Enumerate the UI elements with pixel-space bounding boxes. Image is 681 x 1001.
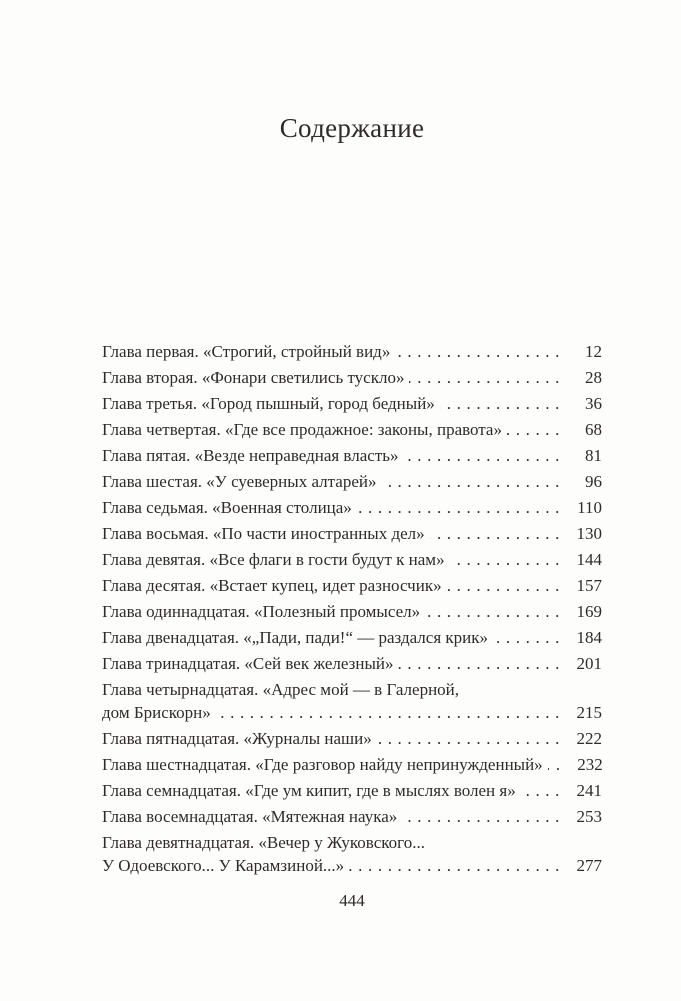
- toc-entry-page-number: 81: [585, 446, 602, 465]
- toc-entry-page-number: 215: [576, 703, 602, 722]
- toc-entry: [102, 681, 602, 721]
- toc-entry-label: Глава шестая. «У суеверных алтарей»: [102, 472, 377, 491]
- toc-entry-page-number: 184: [576, 628, 602, 647]
- toc-entry: [102, 473, 602, 490]
- dot-leader: [440, 395, 565, 412]
- toc-entry-wrap-line: [102, 834, 602, 851]
- toc-entry: [102, 808, 602, 825]
- dot-leader: [349, 857, 565, 874]
- toc-entry-page-number: 110: [577, 498, 602, 517]
- toc-entry-label: Глава девятая. «Все флаги в гости будут к нам»: [102, 550, 445, 569]
- toc-entry-label: Глава вторая. «Фонари светились тускло»: [102, 368, 405, 387]
- toc-entry-label: Глава пятнадцатая. «Журналы наши»: [102, 729, 372, 748]
- toc-entry: [102, 369, 602, 386]
- toc-entry-row: [102, 730, 602, 747]
- toc-entry: [102, 655, 602, 672]
- dot-leader: [381, 473, 565, 490]
- toc-entry-row: [102, 473, 602, 490]
- toc-entry-label: Глава шестнадцатая. «Где разговор найду непринужденный»: [102, 755, 543, 774]
- toc-entry-label: Глава восемнадцатая. «Мятежная наука»: [102, 807, 398, 826]
- toc-entry-page-number: 222: [576, 729, 602, 748]
- toc-entry-row: [102, 343, 602, 360]
- toc-entry-row: [102, 603, 602, 620]
- toc-entry-label: Глава двенадцатая. «„Пади, пади!“ — раздался крик»: [102, 628, 489, 647]
- dot-leader: [430, 525, 565, 542]
- toc-entry-row: [102, 629, 602, 646]
- toc-entry-row: [102, 655, 602, 672]
- toc-entry-page-number: 12: [585, 342, 602, 361]
- toc-entry-page-number: 28: [585, 368, 602, 387]
- dot-leader: [398, 655, 565, 672]
- toc-entry-row: [102, 499, 602, 516]
- toc-entry-row: [102, 447, 602, 464]
- toc-entry-row: [102, 551, 602, 568]
- toc-entry-label: дом Брискорн»: [102, 703, 211, 722]
- toc-entry-page-number: 232: [577, 755, 603, 774]
- toc-entry: [102, 551, 602, 568]
- toc-entry: [102, 756, 602, 773]
- dot-leader: [450, 551, 565, 568]
- page-title: Содержание: [279, 113, 425, 143]
- toc-entry-page-number: 201: [576, 654, 602, 673]
- toc-entry-page-number: 169: [576, 602, 602, 621]
- toc-entry: [102, 577, 602, 594]
- toc-entry-row: [102, 782, 602, 799]
- toc-entry-row: [102, 808, 602, 825]
- toc-entry: [102, 525, 602, 542]
- toc-entry: [102, 782, 602, 799]
- toc-entry-row: [102, 395, 602, 412]
- toc-entry-label: Глава пятая. «Везде неправедная власть»: [102, 446, 399, 465]
- dot-leader: [521, 782, 565, 799]
- toc-entry-wrap-line: [102, 681, 602, 698]
- toc-entry-row: [102, 369, 602, 386]
- toc-entry: [102, 834, 602, 874]
- dot-leader: [425, 603, 565, 620]
- toc-entry-page-number: 253: [576, 807, 602, 826]
- dot-leader: [377, 730, 565, 747]
- dot-leader: [404, 447, 566, 464]
- toc-entry-row: [102, 704, 602, 721]
- dot-leader: [548, 756, 566, 773]
- toc-entry-page-number: 144: [576, 550, 602, 569]
- toc-entry-label: Глава десятая. «Встает купец, идет разносчик»: [102, 576, 442, 595]
- toc-entry-label: Глава четвертая. «Где все продажное: законы, правота»: [102, 420, 502, 439]
- toc-entry-label: Глава девятнадцатая. «Вечер у Жуковского...: [102, 833, 425, 852]
- toc-entry-label: Глава семнадцатая. «Где ум кипит, где в мыслях волен я»: [102, 781, 516, 800]
- dot-leader: [395, 343, 565, 360]
- toc-entry-label: Глава тринадцатая. «Сей век железный»: [102, 654, 394, 673]
- toc-entry: [102, 603, 602, 620]
- toc-entry-row: [102, 421, 602, 438]
- dot-leader: [357, 499, 565, 516]
- toc-entry-row: [102, 756, 602, 773]
- dot-leader: [507, 421, 565, 438]
- dot-leader: [216, 704, 565, 721]
- toc-list: [102, 343, 602, 874]
- toc-entry-row: [102, 577, 602, 594]
- toc-entry-page-number: 36: [585, 394, 602, 413]
- toc-entry-row: [102, 857, 602, 874]
- dot-leader: [493, 629, 565, 646]
- toc-entry-page-number: 130: [576, 524, 602, 543]
- toc-entry: [102, 447, 602, 464]
- toc-entry-label: Глава третья. «Город пышный, город бедный»: [102, 394, 435, 413]
- toc-entry-label: У Одоевского... У Карамзиной...»: [102, 856, 345, 875]
- toc-entry-page-number: 277: [576, 856, 602, 875]
- toc-entry: [102, 421, 602, 438]
- toc-entry-label: Глава восьмая. «По части иностранных дел»: [102, 524, 425, 543]
- toc-entry-label: Глава четырнадцатая. «Адрес мой — в Галерной,: [102, 680, 460, 699]
- toc-entry: [102, 395, 602, 412]
- toc-entry-page-number: 241: [576, 781, 602, 800]
- folio-page-number: 444: [339, 891, 365, 910]
- toc-entry-page-number: 157: [576, 576, 602, 595]
- toc-entry-label: Глава одиннадцатая. «Полезный промысел»: [102, 602, 421, 621]
- toc-entry: [102, 730, 602, 747]
- dot-leader: [409, 369, 565, 386]
- toc-entry: [102, 629, 602, 646]
- toc-entry-row: [102, 525, 602, 542]
- toc-entry-label: Глава седьмая. «Военная столица»: [102, 498, 352, 517]
- toc-entry: [102, 499, 602, 516]
- toc-entry: [102, 343, 602, 360]
- toc-entry-page-number: 96: [585, 472, 602, 491]
- toc-entry-label: Глава первая. «Строгий, стройный вид»: [102, 342, 391, 361]
- dot-leader: [447, 577, 565, 594]
- toc-entry-page-number: 68: [585, 420, 602, 439]
- dot-leader: [402, 808, 565, 825]
